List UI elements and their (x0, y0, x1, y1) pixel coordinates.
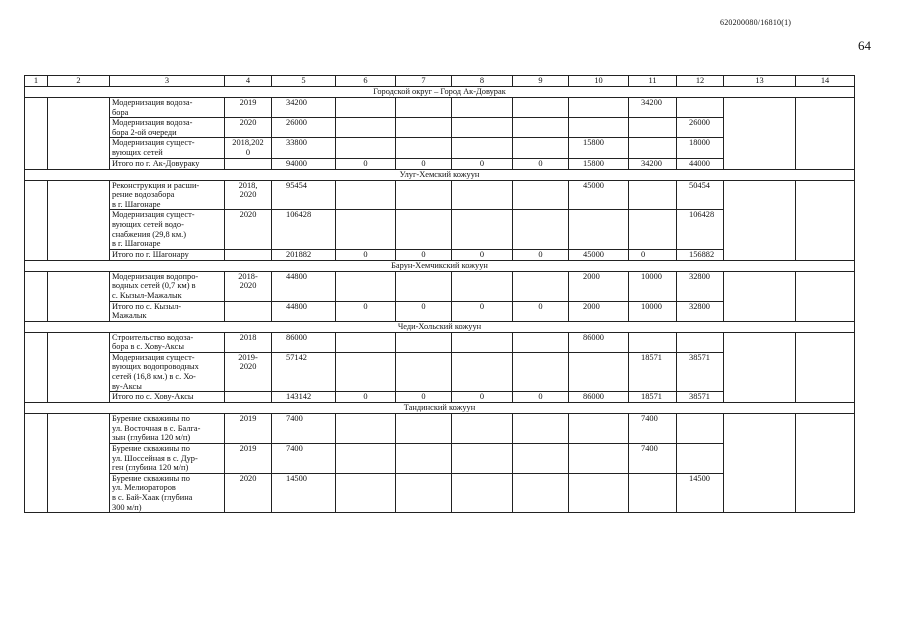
amount-c10: 86000 (569, 392, 629, 403)
implementation-years: 2019 (225, 414, 272, 444)
measure-name: Модернизация водоза- бора (110, 98, 225, 118)
column-header: 7 (396, 76, 452, 87)
empty-cell (48, 210, 110, 249)
amount-c12: 50454 (677, 180, 724, 210)
amount-c9: 0 (513, 301, 569, 321)
amount-c5: 7400 (272, 444, 336, 474)
table-row (25, 473, 855, 512)
amount-c9: 0 (513, 249, 569, 260)
section-title: Городской округ – Город Ак-Довурак (25, 87, 855, 98)
empty-cell (25, 352, 48, 391)
amount-c5: 106428 (272, 210, 336, 249)
implementation-years (225, 392, 272, 403)
empty-cell (25, 158, 48, 169)
amount-c7 (396, 332, 452, 352)
amount-c6: 0 (336, 301, 396, 321)
measure-name: Реконструкция и расши- рение водозабора в г. Шагонаре (110, 180, 225, 210)
amount-c5: 26000 (272, 118, 336, 138)
implementation-years: 2018, 2020 (225, 180, 272, 210)
amount-c9 (513, 138, 569, 158)
table-row (25, 158, 855, 169)
amount-c7: 0 (396, 249, 452, 260)
implementation-years: 2020 (225, 210, 272, 249)
amount-c9 (513, 414, 569, 444)
empty-cell (48, 98, 110, 118)
empty-cell (48, 392, 110, 403)
amount-c10: 86000 (569, 332, 629, 352)
measure-name: Итого по с. Хову-Аксы (110, 392, 225, 403)
section-title: Тандинский кожуун (25, 403, 855, 414)
empty-cell (48, 301, 110, 321)
implementation-years: 2020 (225, 118, 272, 138)
empty-cell (796, 332, 855, 352)
empty-cell (724, 158, 796, 169)
column-header: 2 (48, 76, 110, 87)
empty-cell (724, 301, 796, 321)
amount-c12: 38571 (677, 392, 724, 403)
amount-c12 (677, 332, 724, 352)
amount-c7 (396, 444, 452, 474)
amount-c11: 18571 (629, 352, 677, 391)
amount-c10 (569, 210, 629, 249)
amount-c6 (336, 180, 396, 210)
amount-c11: 10000 (629, 271, 677, 301)
empty-cell (796, 180, 855, 210)
amount-c12: 26000 (677, 118, 724, 138)
amount-c10 (569, 352, 629, 391)
amount-c9 (513, 210, 569, 249)
amount-c7: 0 (396, 158, 452, 169)
amount-c7 (396, 473, 452, 512)
amount-c8: 0 (452, 158, 513, 169)
empty-cell (48, 332, 110, 352)
empty-cell (48, 473, 110, 512)
implementation-years: 2020 (225, 473, 272, 512)
amount-c7: 0 (396, 301, 452, 321)
amount-c12 (677, 98, 724, 118)
table-row (25, 392, 855, 403)
empty-cell (724, 98, 796, 118)
empty-cell (724, 332, 796, 352)
amount-c9 (513, 332, 569, 352)
measure-name: Модернизация сущест- вующих сетей (110, 138, 225, 158)
amount-c6 (336, 444, 396, 474)
empty-cell (796, 392, 855, 403)
measure-name: Модернизация сущест- вующих сетей водо- снабжения (29,8 км.) в г. Шагонаре (110, 210, 225, 249)
empty-cell (25, 210, 48, 249)
implementation-years: 2019- 2020 (225, 352, 272, 391)
column-header: 14 (796, 76, 855, 87)
amount-c8 (452, 98, 513, 118)
column-header: 5 (272, 76, 336, 87)
implementation-years (225, 249, 272, 260)
amount-c8: 0 (452, 392, 513, 403)
amount-c11 (629, 332, 677, 352)
amount-c5: 57142 (272, 352, 336, 391)
amount-c7 (396, 98, 452, 118)
amount-c8: 0 (452, 249, 513, 260)
implementation-years: 2018,202 0 (225, 138, 272, 158)
amount-c10: 2000 (569, 271, 629, 301)
amount-c8: 0 (452, 301, 513, 321)
amount-c8 (452, 444, 513, 474)
amount-c12: 32800 (677, 271, 724, 301)
amount-c11: 34200 (629, 98, 677, 118)
amount-c8 (452, 180, 513, 210)
empty-cell (796, 158, 855, 169)
amount-c8 (452, 118, 513, 138)
empty-cell (724, 352, 796, 391)
amount-c8 (452, 332, 513, 352)
amount-c8 (452, 414, 513, 444)
amount-c6 (336, 414, 396, 444)
measure-name: Итого по с. Кызыл- Мажалык (110, 301, 225, 321)
amount-c5: 44800 (272, 301, 336, 321)
amount-c6: 0 (336, 392, 396, 403)
amount-c7 (396, 271, 452, 301)
amount-c11: 0 (629, 249, 677, 260)
amount-c6 (336, 352, 396, 391)
amount-c11: 7400 (629, 414, 677, 444)
empty-cell (48, 271, 110, 301)
implementation-years: 2019 (225, 444, 272, 474)
amount-c11: 10000 (629, 301, 677, 321)
amount-c6 (336, 210, 396, 249)
amount-c12 (677, 444, 724, 474)
amount-c5: 201882 (272, 249, 336, 260)
empty-cell (25, 392, 48, 403)
measure-name: Итого по г. Ак-Довураку (110, 158, 225, 169)
empty-cell (25, 332, 48, 352)
amount-c5: 14500 (272, 473, 336, 512)
measure-name: Итого по г. Шагонару (110, 249, 225, 260)
amount-c10 (569, 118, 629, 138)
document-id: 620200080/16810(1) (720, 18, 792, 27)
amount-c8 (452, 138, 513, 158)
amount-c12: 156882 (677, 249, 724, 260)
table-row (25, 332, 855, 352)
measure-name: Бурение скважины по ул. Мелиораторов в с. Бай-Хаак (глубина 300 м/п) (110, 473, 225, 512)
section-header-row (25, 87, 855, 98)
empty-cell (48, 352, 110, 391)
amount-c7 (396, 414, 452, 444)
amount-c10 (569, 414, 629, 444)
measure-name: Модернизация сущест- вующих водопроводных сетей (16,8 км.) в с. Хо- ву-Аксы (110, 352, 225, 391)
column-header: 10 (569, 76, 629, 87)
table-row (25, 118, 855, 138)
amount-c6: 0 (336, 249, 396, 260)
investment-table (24, 75, 855, 513)
empty-cell (724, 392, 796, 403)
amount-c10 (569, 98, 629, 118)
empty-cell (796, 210, 855, 249)
amount-c12: 14500 (677, 473, 724, 512)
amount-c6 (336, 118, 396, 138)
measure-name: Модернизация водоза- бора 2-ой очереди (110, 118, 225, 138)
table-row (25, 138, 855, 158)
empty-cell (48, 158, 110, 169)
empty-cell (724, 473, 796, 512)
table-row (25, 414, 855, 444)
amount-c9 (513, 271, 569, 301)
amount-c9: 0 (513, 158, 569, 169)
empty-cell (724, 118, 796, 138)
column-header: 1 (25, 76, 48, 87)
column-header: 8 (452, 76, 513, 87)
empty-cell (796, 98, 855, 118)
measure-name: Строительство водоза- бора в с. Хову-Аксы (110, 332, 225, 352)
amount-c5: 95454 (272, 180, 336, 210)
column-header: 4 (225, 76, 272, 87)
amount-c11 (629, 473, 677, 512)
amount-c7 (396, 118, 452, 138)
implementation-years (225, 158, 272, 169)
table-row (25, 271, 855, 301)
amount-c9 (513, 118, 569, 138)
implementation-years: 2019 (225, 98, 272, 118)
table-row (25, 98, 855, 118)
amount-c8 (452, 271, 513, 301)
empty-cell (25, 138, 48, 158)
empty-cell (796, 352, 855, 391)
column-header: 6 (336, 76, 396, 87)
amount-c7 (396, 352, 452, 391)
amount-c5: 33800 (272, 138, 336, 158)
empty-cell (48, 138, 110, 158)
amount-c12: 18000 (677, 138, 724, 158)
empty-cell (48, 118, 110, 138)
section-title: Барун-Хемчикский кожуун (25, 260, 855, 271)
empty-cell (796, 138, 855, 158)
amount-c12: 44000 (677, 158, 724, 169)
amount-c10 (569, 444, 629, 474)
amount-c10: 2000 (569, 301, 629, 321)
section-title: Чеди-Хольский кожуун (25, 321, 855, 332)
empty-cell (724, 249, 796, 260)
amount-c9 (513, 444, 569, 474)
empty-cell (25, 414, 48, 444)
empty-cell (48, 249, 110, 260)
amount-c5: 34200 (272, 98, 336, 118)
empty-cell (25, 271, 48, 301)
amount-c5: 44800 (272, 271, 336, 301)
amount-c8 (452, 352, 513, 391)
page-number: 64 (858, 38, 871, 53)
table-row (25, 301, 855, 321)
amount-c12 (677, 414, 724, 444)
empty-cell (724, 138, 796, 158)
empty-cell (796, 301, 855, 321)
empty-cell (724, 444, 796, 474)
empty-cell (25, 301, 48, 321)
amount-c12: 32800 (677, 301, 724, 321)
implementation-years (225, 301, 272, 321)
amount-c6 (336, 473, 396, 512)
amount-c11 (629, 180, 677, 210)
amount-c8 (452, 210, 513, 249)
amount-c9 (513, 180, 569, 210)
table-row (25, 249, 855, 260)
amount-c11 (629, 138, 677, 158)
amount-c5: 143142 (272, 392, 336, 403)
section-header-row (25, 403, 855, 414)
column-header: 11 (629, 76, 677, 87)
empty-cell (724, 180, 796, 210)
amount-c7 (396, 180, 452, 210)
section-header-row (25, 260, 855, 271)
amount-c11: 7400 (629, 444, 677, 474)
table-row (25, 210, 855, 249)
empty-cell (48, 444, 110, 474)
column-header: 9 (513, 76, 569, 87)
amount-c6 (336, 138, 396, 158)
amount-c10: 15800 (569, 138, 629, 158)
amount-c6 (336, 332, 396, 352)
empty-cell (724, 210, 796, 249)
implementation-years: 2018 (225, 332, 272, 352)
empty-cell (796, 444, 855, 474)
amount-c11 (629, 210, 677, 249)
amount-c11 (629, 118, 677, 138)
implementation-years: 2018- 2020 (225, 271, 272, 301)
empty-cell (724, 414, 796, 444)
amount-c5: 94000 (272, 158, 336, 169)
amount-c12: 38571 (677, 352, 724, 391)
amount-c12: 106428 (677, 210, 724, 249)
column-header: 13 (724, 76, 796, 87)
amount-c10: 45000 (569, 249, 629, 260)
amount-c6 (336, 271, 396, 301)
table-row (25, 444, 855, 474)
empty-cell (25, 473, 48, 512)
empty-cell (796, 249, 855, 260)
amount-c5: 86000 (272, 332, 336, 352)
empty-cell (796, 271, 855, 301)
empty-cell (724, 271, 796, 301)
amount-c6: 0 (336, 158, 396, 169)
amount-c9 (513, 98, 569, 118)
measure-name: Бурение скважины по ул. Восточная в с. Балга- зын (глубина 120 м/п) (110, 414, 225, 444)
amount-c8 (452, 473, 513, 512)
amount-c11: 18571 (629, 392, 677, 403)
empty-cell (796, 118, 855, 138)
amount-c5: 7400 (272, 414, 336, 444)
empty-cell (48, 414, 110, 444)
column-header-row (25, 76, 855, 87)
amount-c9 (513, 473, 569, 512)
amount-c6 (336, 98, 396, 118)
table-row (25, 180, 855, 210)
section-title: Улуг-Хемский кожуун (25, 169, 855, 180)
table-row (25, 352, 855, 391)
empty-cell (25, 118, 48, 138)
empty-cell (25, 444, 48, 474)
amount-c7 (396, 138, 452, 158)
measure-name: Бурение скважины по ул. Шоссейная в с. Дур- ген (глубина 120 м/п) (110, 444, 225, 474)
amount-c10: 45000 (569, 180, 629, 210)
measure-name: Модернизация водопро- водных сетей (0,7 км) в с. Кызыл-Мажалык (110, 271, 225, 301)
section-header-row (25, 169, 855, 180)
amount-c7: 0 (396, 392, 452, 403)
column-header: 3 (110, 76, 225, 87)
amount-c11: 34200 (629, 158, 677, 169)
empty-cell (25, 98, 48, 118)
empty-cell (796, 473, 855, 512)
empty-cell (25, 249, 48, 260)
empty-cell (48, 180, 110, 210)
empty-cell (796, 414, 855, 444)
amount-c10: 15800 (569, 158, 629, 169)
amount-c9 (513, 352, 569, 391)
amount-c7 (396, 210, 452, 249)
amount-c9: 0 (513, 392, 569, 403)
amount-c10 (569, 473, 629, 512)
empty-cell (25, 180, 48, 210)
column-header: 12 (677, 76, 724, 87)
section-header-row (25, 321, 855, 332)
